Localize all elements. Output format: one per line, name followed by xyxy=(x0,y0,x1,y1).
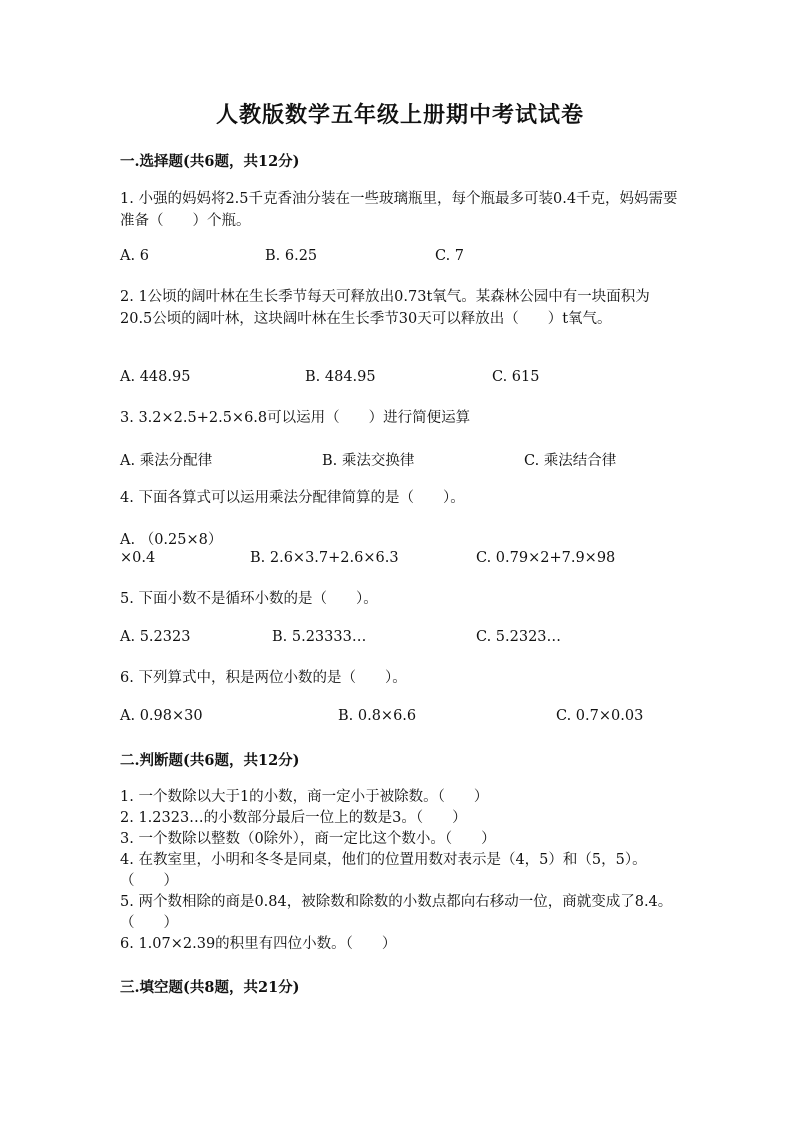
judge-item-4: 4. 在教室里，小明和冬冬是同桌，他们的位置用数对表示是（4，5）和（5，5）。（ ） xyxy=(120,852,647,889)
section-heading-choice: 一.选择题(共6题，共12分) xyxy=(120,153,300,170)
question-1: 1. 小强的妈妈将2.5千克香油分装在一些玻璃瓶里，每个瓶最多可装0.4千克，妈妈需要准备（ ）个瓶。 xyxy=(120,191,678,229)
judge-item-2: 2. 1.2323…的小数部分最后一位上的数是3。（ ） xyxy=(120,810,467,826)
q1-option-a: A. 6 xyxy=(120,248,149,264)
question-3: 3. 3.2×2.5+2.5×6.8可以运用（ ）进行简便运算 xyxy=(120,410,471,426)
judge-item-3: 3. 一个数除以整数（0除外），商一定比这个数小。（ ） xyxy=(120,831,496,847)
judge-item-6: 6. 1.07×2.39的积里有四位小数。（ ） xyxy=(120,936,397,952)
question-4: 4. 下面各算式可以运用乘法分配律简算的是（ ）。 xyxy=(120,490,465,506)
q4-option-c: C. 0.79×2+7.9×98 xyxy=(476,550,616,566)
q2-option-b: B. 484.95 xyxy=(305,369,376,385)
q4-option-b: B. 2.6×3.7+2.6×6.3 xyxy=(250,550,399,566)
judge-item-1: 1. 一个数除以大于1的小数，商一定小于被除数。（ ） xyxy=(120,789,489,805)
q2-option-c: C. 615 xyxy=(492,369,540,385)
q4-option-a-line2: ×0.4 xyxy=(120,550,156,566)
q1-option-c: C. 7 xyxy=(435,248,465,264)
q6-option-b: B. 0.8×6.6 xyxy=(338,708,417,724)
question-2: 2. 1公顷的阔叶林在生长季节每天可释放出0.73t氧气。某森林公园中有一块面积为20.5公顷的阔叶林，这块阔叶林在生长季节30天可以释放出（ ）t氧气。 xyxy=(120,289,650,327)
q6-option-a: A. 0.98×30 xyxy=(120,708,203,724)
question-5: 5. 下面小数不是循环小数的是（ ）。 xyxy=(120,591,378,607)
section-heading-judge: 二.判断题(共6题，共12分) xyxy=(120,752,300,769)
q5-option-a: A. 5.2323 xyxy=(120,629,191,645)
q2-option-a: A. 448.95 xyxy=(120,369,191,385)
q3-option-c: C. 乘法结合律 xyxy=(524,453,617,469)
q3-option-a: A. 乘法分配律 xyxy=(120,453,213,469)
q5-option-c: C. 5.2323… xyxy=(476,629,562,645)
section-heading-fill: 三.填空题(共8题，共21分) xyxy=(120,979,300,996)
q3-option-b: B. 乘法交换律 xyxy=(322,453,415,469)
page-title: 人教版数学五年级上册期中考试试卷 xyxy=(215,102,584,128)
q5-option-b: B. 5.23333… xyxy=(272,629,367,645)
q1-option-b: B. 6.25 xyxy=(265,248,318,264)
q6-option-c: C. 0.7×0.03 xyxy=(556,708,644,724)
judge-item-5: 5. 两个数相除的商是0.84，被除数和除数的小数点都向右移动一位，商就变成了8.4。（ ） xyxy=(120,894,673,931)
q4-option-a-line1: A. （0.25×8） xyxy=(120,532,223,548)
question-6: 6. 下列算式中，积是两位小数的是（ ）。 xyxy=(120,670,407,686)
